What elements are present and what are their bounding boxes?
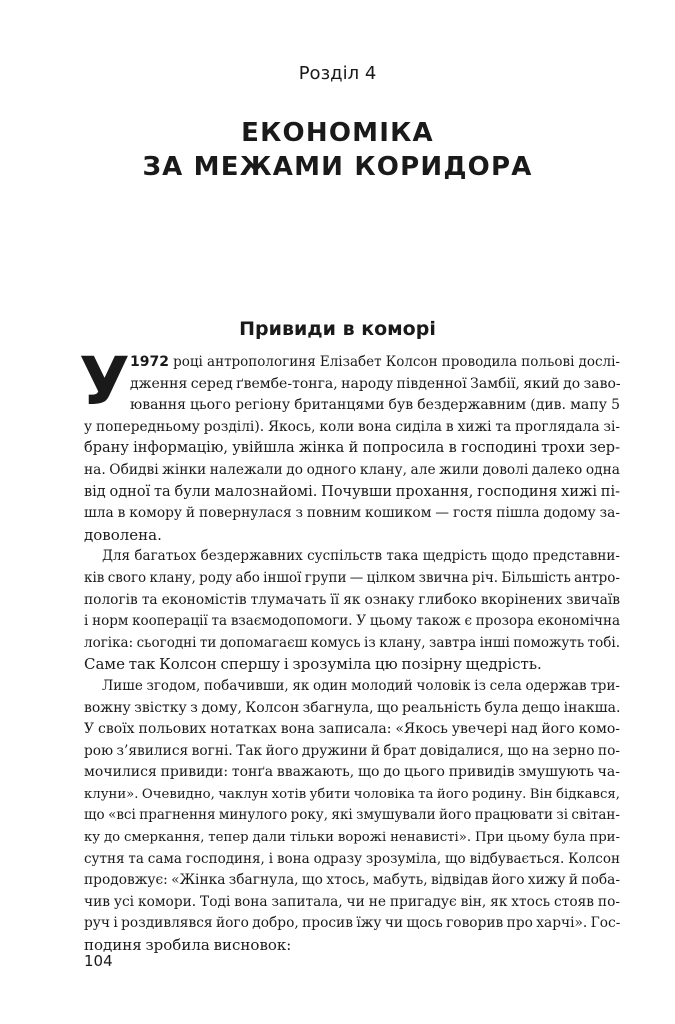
text-line: від одної та були малознайомі. Почувши прохання, господиня хижі пі- bbox=[84, 483, 620, 500]
text-line: Саме так Колсон спершу і зрозуміла цю позірну щедрість. bbox=[84, 655, 542, 674]
text-line: на. Обидві жінки належали до одного клану, але жили доволі далеко одна bbox=[84, 461, 620, 478]
text-line-part: році антропологиня Елізабет Колсон проводила польові дослі- bbox=[168, 354, 620, 370]
text-line: подиня зробила висновок: bbox=[84, 936, 292, 955]
text-line: ювання цього регіону британцями був бездержавним (див. мапу 5 bbox=[130, 397, 620, 414]
text-line: клуни». Очевидно, чаклун хотів убити чоловіка та його родину. Він бідкався, bbox=[84, 786, 620, 802]
text-line: дження серед ґвембе-тонга, народу південної Замбії, який до заво- bbox=[130, 375, 621, 392]
text-line bbox=[84, 352, 620, 374]
text-line: вожну звістку з дому, Колсон збагнула, що реальність була дещо інакша. bbox=[84, 699, 621, 716]
text-line: продовжує: «Жінка збагнула, що хтось, мабуть, відвідав його хижу й поба- bbox=[84, 872, 620, 889]
chapter-title-line-1: ЕКОНОМІКА bbox=[241, 118, 434, 148]
text-line: Лише згодом, побачивши, як один молодий чоловік із села одержав три- bbox=[102, 677, 620, 694]
text-line: руч і роздивлявся його добро, просив їжу чи щось говорив про харчі». Гос- bbox=[84, 915, 621, 932]
drop-cap: У bbox=[79, 343, 130, 420]
text-line: доволена. bbox=[84, 525, 162, 544]
text-line: що «всі прагнення минулого року, які змушували його працювати зі світан- bbox=[84, 807, 620, 824]
year-number: 1972 bbox=[130, 354, 169, 370]
text-line: логіка: сьогодні ти допомагаєш комусь із клану, завтра інші поможуть тобі. bbox=[84, 634, 620, 651]
text-line: і норм кооперації та взаємодопомоги. У цьому також є прозора економічна bbox=[84, 613, 620, 630]
text-line: Для багатьох бездержавних суспільств така щедрість щодо представни- bbox=[102, 548, 620, 565]
text-line: рою з’явилися вогні. Так його дружини й брат довідалися, що на зерно по- bbox=[84, 742, 620, 759]
text-line: сутня та сама господиня, і вона одразу зрозуміла, що відбувається. Колсон bbox=[84, 850, 620, 867]
text-line: У своїх польових нотатках вона записала: «Якось увечері над його комо- bbox=[84, 721, 620, 738]
text-line: ків свого клану, роду або іншої групи — цілком звична річ. Більшість антро- bbox=[84, 569, 620, 586]
text-line: у попередньому розділі). Якось, коли вона сиділа в хижі та проглядала зі- bbox=[84, 418, 620, 435]
chapter-label: Розділ 4 bbox=[298, 63, 377, 84]
chapter-title bbox=[0, 116, 675, 184]
text-line: пологів та економістів тлумачать її як ознаку глибоко вкорінених звичаїв bbox=[84, 591, 620, 608]
page-number: 104 bbox=[84, 952, 113, 970]
chapter-title-line-2: ЗА МЕЖАМИ КОРИДОРА bbox=[142, 152, 533, 182]
text-line: брану інформацію, увійшла жінка й попросила в господині трохи зер- bbox=[84, 440, 620, 457]
section-title: Привиди в коморі bbox=[239, 318, 436, 340]
body-text bbox=[79, 343, 621, 957]
text-line: мочилися привиди: тонґа вважають, що до цього привидів змушують ча- bbox=[84, 764, 620, 781]
text-line: ку до смеркання, тепер дали тільки ворожі ненависті». При цьому була при- bbox=[84, 830, 620, 846]
text-line: чив усі комори. Тоді вона запитала, чи не пригадує він, як хтось стояв по- bbox=[84, 893, 620, 910]
text-line: шла в комору й повернулася з повним кошиком — гостя пішла додому за- bbox=[84, 505, 620, 522]
